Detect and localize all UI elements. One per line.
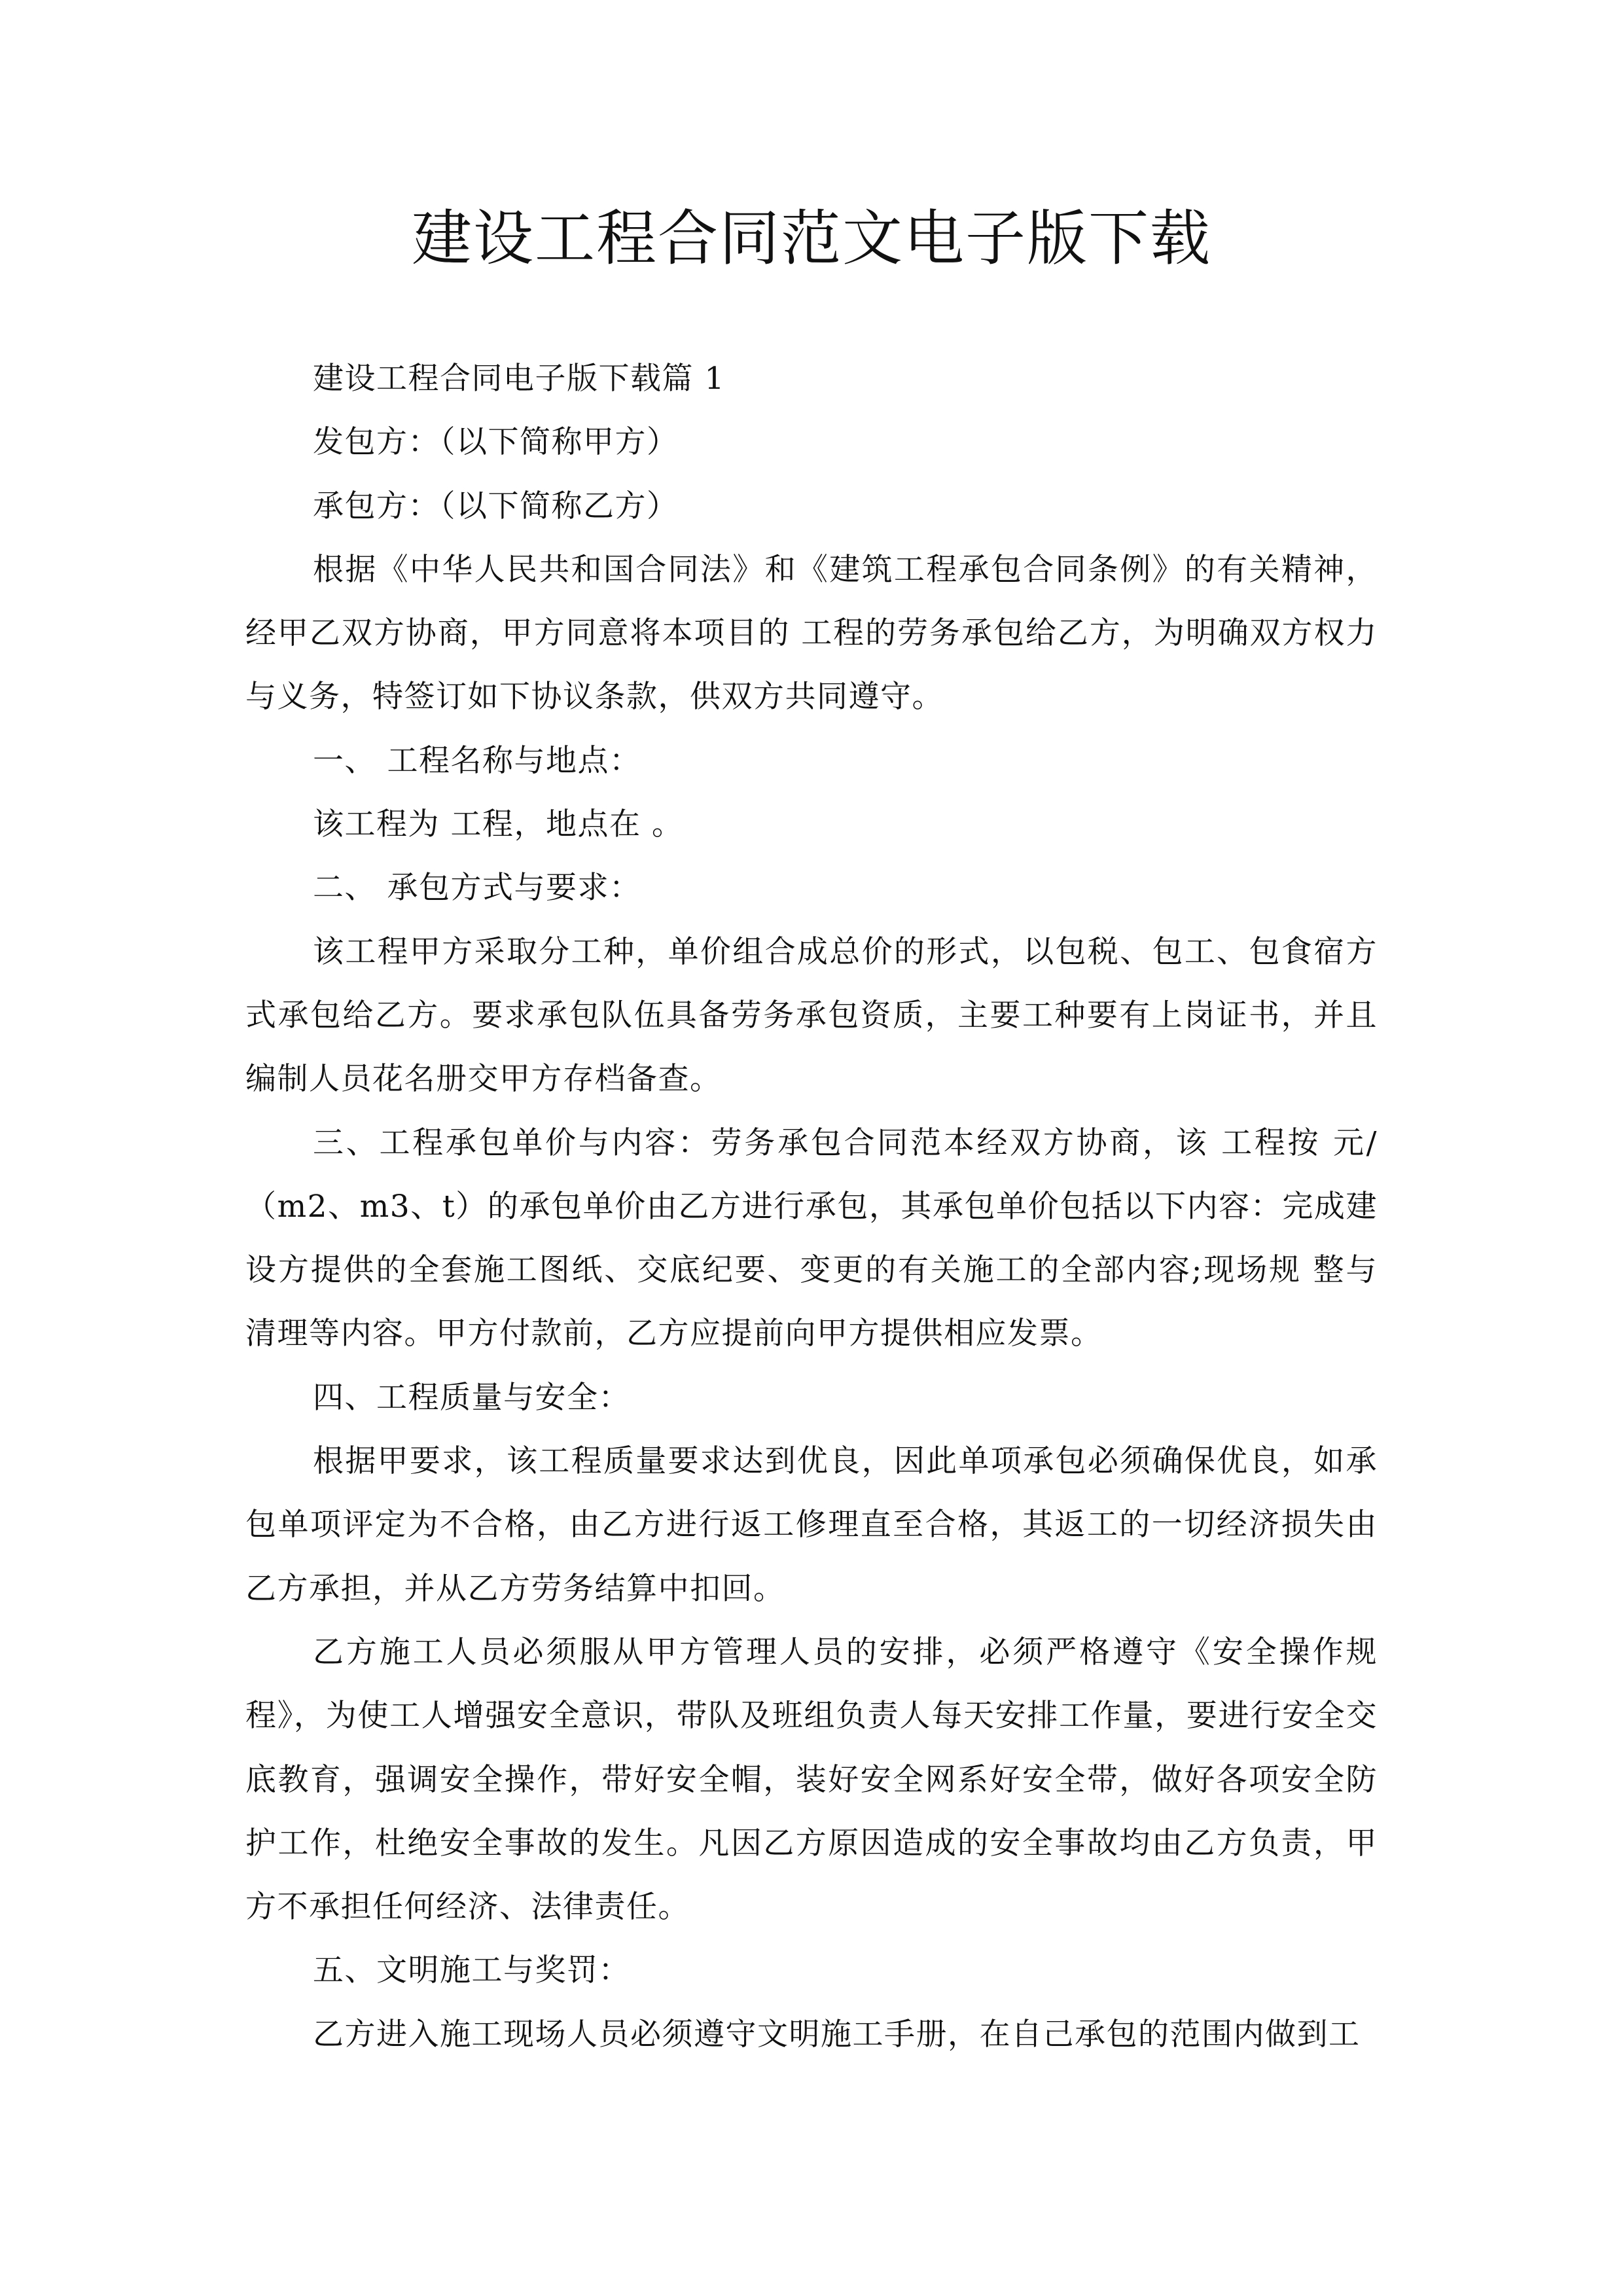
document-body xyxy=(245,347,1378,2066)
document-title: 建设工程合同范文电子版下载 xyxy=(411,204,1211,274)
clause-5-text: 乙方进入施工现场人员必须遵守文明施工手册，在自己承包的范围内做到工 xyxy=(313,2016,1361,2053)
clause-1-text: 该工程为 工程，地点在 。 xyxy=(313,806,684,843)
clause-5-heading: 五、文明施工与奖罚： xyxy=(313,1952,630,1989)
clause-2-text: 该工程甲方采取分工种，单价组合成总价的形式，以包税、包工、包食宿方式承包给乙方。要求承包队伍具备劳务承包资质，主要工种要有上岗证书，并且编制人员花名册交甲方存档备查。 xyxy=(245,933,1378,1098)
clause-2-heading: 二、 承包方式与要求： xyxy=(313,870,641,906)
clause-4-quality-text: 根据甲要求，该工程质量要求达到优良，因此单项承包必须确保优良，如承包单项评定为不合格，由乙方进行返工修理直至合格，其返工的一切经济损失由乙方承担，并从乙方劳务结算中扣回。 xyxy=(245,1443,1378,1607)
clause-4-heading: 四、工程质量与安全： xyxy=(313,1379,630,1416)
clause-1-heading: 一、 工程名称与地点： xyxy=(313,742,641,779)
clause-4-safety-text: 乙方施工人员必须服从甲方管理人员的安排，必须严格遵守《安全操作规程》，为使工人增强安全意识，带队及班组负责人每天安排工作量，要进行安全交底教育，强调安全操作，带好安全帽，装好安全网系好安全带，做好各项安全防护工作，杜绝安全事故的发生。凡因乙方原因造成的安全事故均由乙方负责，甲方不承担任何经济、法律责任。 xyxy=(245,1634,1378,1926)
party-b-line: 承包方：（以下简称乙方） xyxy=(313,488,679,524)
preamble-paragraph: 根据《中华人民共和国合同法》和《建筑工程承包合同条例》的有关精神，经甲乙双方协商，甲方同意将本项目的 工程的劳务承包给乙方，为明确双方权力与义务，特签订如下协议条款，供双方共同遵守。 xyxy=(245,551,1378,715)
clause-3-paragraph: 三、工程承包单价与内容：劳务承包合同范本经双方协商，该 工程按 元/（m2、m3、t）的承包单价由乙方进行承包，其承包单价包括以下内容：完成建设方提供的全套施工图纸、交底纪要、变更的有关施工的全部内容;现场规 整与清理等内容。甲方付款前，乙方应提前向甲方提供相应发票。 xyxy=(245,1124,1378,1352)
section-heading-part1: 建设工程合同电子版下载篇 1 xyxy=(313,361,725,397)
party-a-line: 发包方：（以下简称甲方） xyxy=(313,424,679,461)
